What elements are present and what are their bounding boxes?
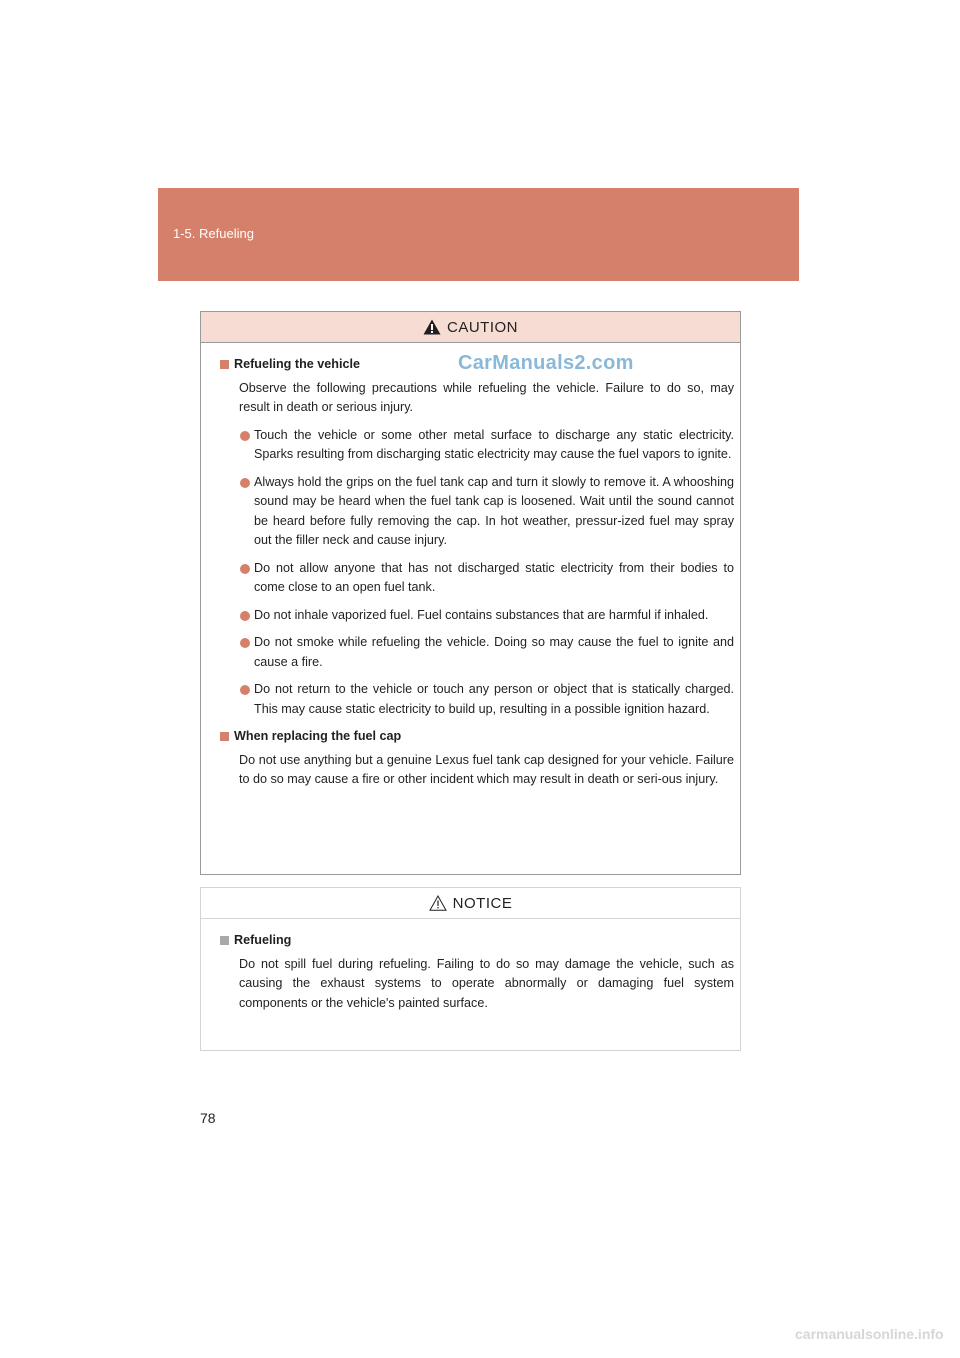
notice-heading: Refueling: [220, 931, 734, 951]
notice-body: [201, 919, 740, 1013]
caution-heading-refueling: Refueling the vehicle: [220, 355, 734, 375]
caution-bullet: Do not allow anyone that has not discharged static electricity from their bodies to come close to an open fuel tank.: [240, 559, 734, 598]
circle-bullet-icon: [240, 685, 250, 695]
caution-heading-fuel-cap: When replacing the fuel cap: [220, 727, 734, 747]
section-title: 1-5. Refueling: [173, 226, 254, 241]
notice-title: NOTICE: [452, 894, 513, 912]
circle-bullet-icon: [240, 431, 250, 441]
notice-box: [200, 887, 741, 1051]
caution-bullet: Do not return to the vehicle or touch any person or object that is statically charged. This may cause static electricity to build up, resulting in a possible ignition hazard.: [240, 680, 734, 719]
caution-box: [200, 311, 741, 875]
circle-bullet-icon: [240, 638, 250, 648]
warning-icon: [423, 319, 441, 335]
section-header: [158, 188, 799, 281]
caution-title: CAUTION: [447, 318, 518, 336]
circle-bullet-icon: [240, 611, 250, 621]
watermark: CarManuals2.com: [458, 352, 634, 374]
caution-fuel-cap-text: Do not use anything but a genuine Lexus fuel tank cap designed for your vehicle. Failure to do so may cause a fire or other incident which may result in death or seri-ous injury.: [239, 752, 734, 786]
caution-bullet: Do not inhale vaporized fuel. Fuel contains substances that are harmful if inhaled.: [240, 606, 734, 626]
caution-header: [201, 312, 740, 343]
notice-header: [201, 888, 740, 919]
caution-intro: Observe the following precautions while refueling the vehicle. Failure to do so, may result in death or serious injury.: [239, 380, 734, 414]
caution-bullet: Always hold the grips on the fuel tank cap and turn it slowly to remove it. A whooshing sound may be heard when the fuel tank cap is loosened. Wait until the sound cannot be heard before fully removing the cap. In hot weather, pressur-ized fuel may spray out the filler neck and cause injury.: [240, 473, 734, 551]
caution-bullet: Touch the vehicle or some other metal surface to discharge any static electricity. Sparks resulting from discharging static electricity may cause the fuel vapors to ignite.: [240, 426, 734, 465]
page-number: 78: [200, 1110, 216, 1126]
caution-bullet: Do not smoke while refueling the vehicle. Doing so may cause the fuel to ignite and cause a fire.: [240, 633, 734, 672]
circle-bullet-icon: [240, 478, 250, 488]
notice-text: Do not spill fuel during refueling. Failing to do so may damage the vehicle, such as causing the exhaust systems to operate abnormally or damaging fuel system components or the vehicle's painted surface.: [239, 956, 734, 1010]
circle-bullet-icon: [240, 564, 250, 574]
square-bullet-icon: [220, 360, 229, 369]
caution-body: [201, 343, 740, 790]
square-bullet-icon: [220, 936, 229, 945]
square-bullet-icon: [220, 732, 229, 741]
footer-watermark: carmanualsonline.info: [795, 1326, 944, 1342]
warning-outline-icon: [429, 895, 447, 911]
